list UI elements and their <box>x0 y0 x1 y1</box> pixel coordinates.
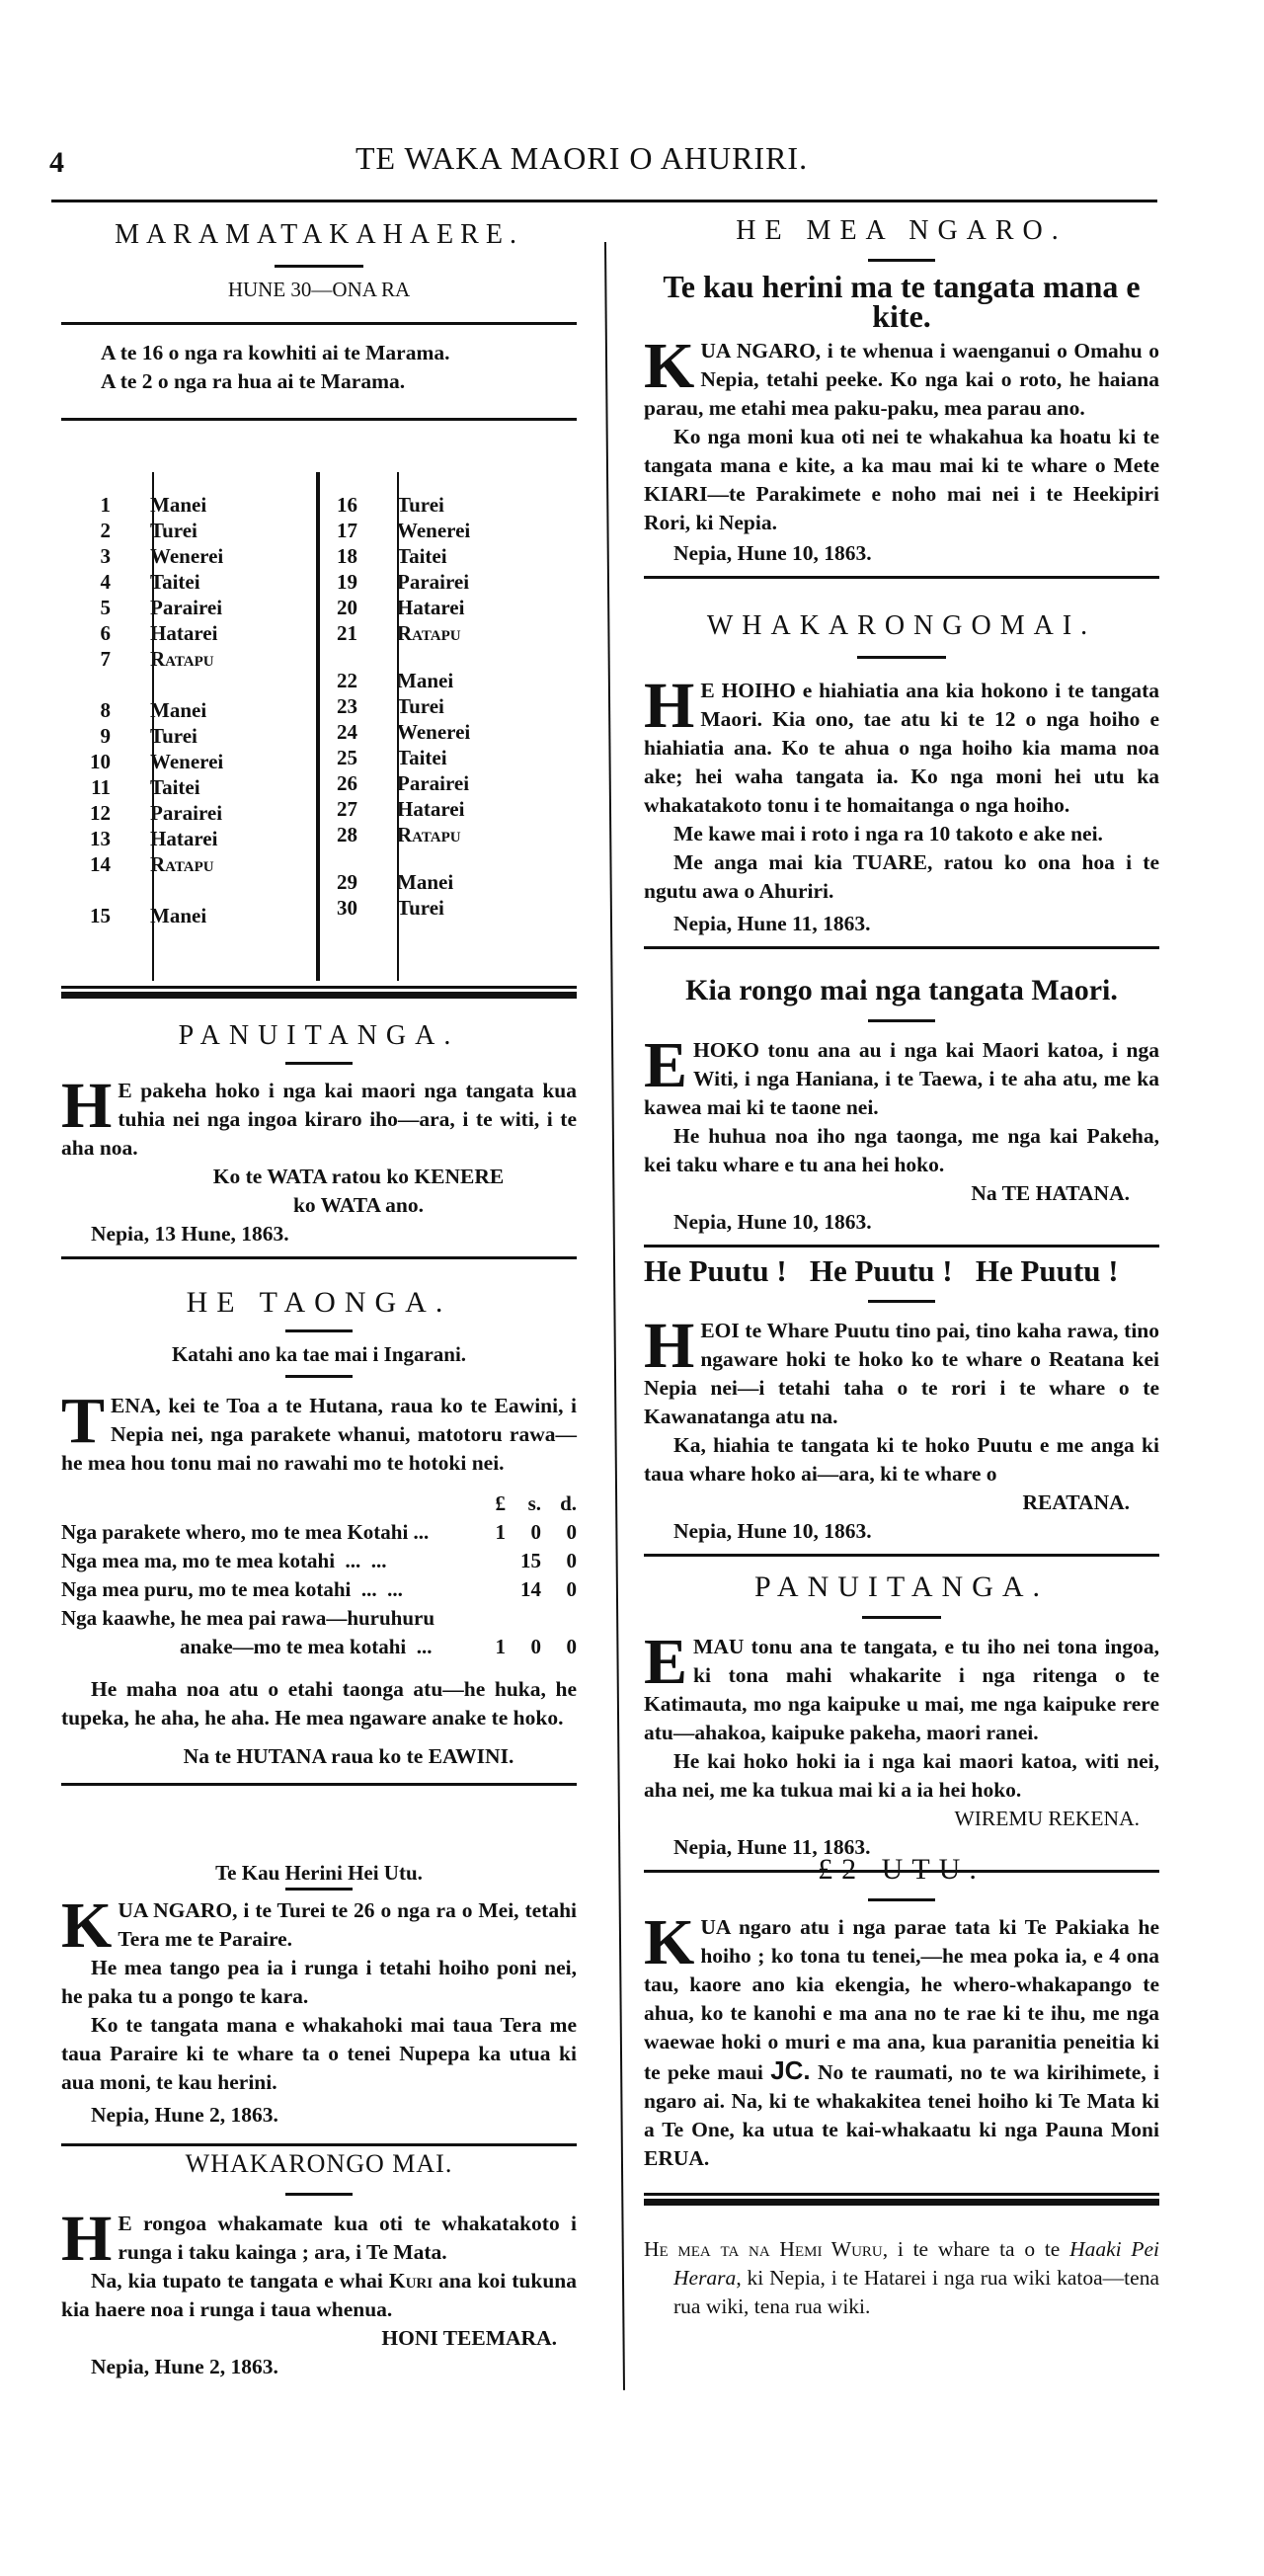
signature: HONI TEEMARA. <box>381 2326 557 2350</box>
dateline: Nepia, Hune 11, 1863. <box>673 1835 871 1859</box>
calendar-row <box>308 869 470 895</box>
calendar-table <box>61 472 575 986</box>
drop-cap: H <box>61 1070 113 1142</box>
text: EOI te Whare Puutu tino pai, tino kaha rawa, tino ngaware hoki te hoko ko te whare o Reatana kei Nepia nei—i tetahi taha o te rori i te whare o te Kawanatanga atu na. <box>644 1319 1159 1428</box>
text: Parairei <box>150 801 223 825</box>
text: Parairei <box>397 570 470 594</box>
text: Hatarei <box>397 797 465 821</box>
calendar-heading: MARAMATAKAHAERE. <box>115 219 523 250</box>
calendar-row <box>308 620 470 646</box>
text: Taitei <box>150 775 200 799</box>
price-row <box>61 1575 577 1604</box>
column-divider <box>604 242 625 2390</box>
text: E rongoa whakamate kua oti te whakatakoto i runga i taku kainga ; ara, i Te Mata. <box>118 2212 577 2264</box>
paragraph: Ko te tangata mana e whakahoki mai taua Tera me taua Paraire ki te whare ta o tenei Nupepa ka utua ki aua moni, te kau herini. <box>61 2013 577 2094</box>
header-rule <box>51 200 1157 202</box>
text: E pakeha hoko i nga kai maori nga tangata kua tuhia nei nga ingoa kiraro iho—ara, i te witi, i te aha noa. <box>61 1079 577 1160</box>
divider <box>868 1300 935 1303</box>
drop-cap: H <box>61 2203 113 2275</box>
text: No te raumati, no te wa kirihimete, i ngaro ai. Na, ki te whakakitea tenei hoiho ki Te Mata ki a Te One, ka utua te kai-whakaatu ki nga Pauna Moni ERUA. <box>644 2060 1159 2170</box>
section-heading: HE MEA NGARO. <box>736 215 1067 246</box>
text: ana koi tukuna kia haere noa i runga i taua whenua. <box>61 2269 578 2321</box>
text: Wenerei <box>150 750 224 773</box>
paragraph: He maha noa atu o etahi taonga atu—he huka, he tupeka, he aha, he aha. He mea ngaware anake te hoko. <box>61 1677 577 1730</box>
text: Turei <box>397 694 444 718</box>
divider <box>285 1888 353 1891</box>
dateline: Nepia, Hune 10, 1863. <box>673 541 872 565</box>
divider <box>285 1062 353 1065</box>
text: Ratapu <box>150 852 214 876</box>
calendar-row <box>308 895 470 921</box>
text: , i te whare ta o te <box>882 2237 1061 2261</box>
signature: Na TE HATANA. <box>971 1181 1130 1205</box>
calendar-row <box>308 569 470 595</box>
text: £ <box>495 1491 506 1515</box>
calendar-row <box>61 595 223 620</box>
calendar-row <box>61 774 223 800</box>
text: Manei <box>150 493 207 517</box>
text: 29 <box>337 870 357 894</box>
dateline: Nepia, 13 Hune, 1863. <box>91 1222 289 1246</box>
text: ENA, kei te Toa a te Hutana, raua ko te Eawini, i Nepia nei, nga parakete whanui, matotoru rawa—he mea hou tonu mai no rawahi mo te hotoki nei. <box>61 1394 577 1475</box>
calendar-row <box>308 770 470 796</box>
text: Parairei <box>150 596 223 619</box>
text: He mea ta na <box>644 2237 770 2261</box>
calendar-row <box>61 569 223 595</box>
text: Wenerei <box>150 544 224 568</box>
text: HOKO tonu ana au i nga kai Maori katoa, i nga Witi, i nga Haniana, i te Taewa, i te aha atu, me ka kawea mai ki te taone nei. <box>644 1038 1159 1119</box>
text: 0 <box>566 1520 577 1544</box>
paragraph: Me anga mai kia TUARE, ratou ko ona hoa i te ngutu awa o Ahuriri. <box>644 850 1159 903</box>
text: 14 <box>520 1577 541 1601</box>
section-heading: WHAKARONGO MAI. <box>185 2149 453 2178</box>
kau-herini-notice <box>61 1861 577 2146</box>
text: Turei <box>150 724 198 748</box>
divider <box>275 265 363 268</box>
text: Wenerei <box>397 519 471 542</box>
moon-note: A te 16 o nga ra kowhiti ai te Marama. <box>101 341 450 364</box>
text: Ratapu <box>150 647 214 671</box>
whakarongo-mai-notice <box>61 2149 577 2381</box>
dateline: Nepia, Hune 10, 1863. <box>673 1210 872 1234</box>
text: 28 <box>337 823 357 846</box>
drop-cap: T <box>61 1385 106 1457</box>
text: 9 <box>100 724 111 748</box>
divider <box>61 1256 577 1259</box>
text: s. <box>527 1491 541 1515</box>
text: , ki Nepia, i te Hatarei i nga rua wiki katoa—tena rua wiki, tena rua wiki. <box>673 2266 1159 2318</box>
calendar-row <box>61 800 223 826</box>
text: MAU tonu ana te tangata, e tu iho nei tona ingoa, ki tona mahi whakarite i nga ritenga o te Katimauta, mo nga kaipuke u mai, me nga kaipuke rere atu—ahakoa, kaipuke pakeha, maori ranei. <box>644 1635 1159 1744</box>
page-number: 4 <box>49 146 64 179</box>
double-rule <box>61 986 577 999</box>
text: E HOIHO e hiahiatia ana kia hokono i te tangata Maori. Kia ono, tae atu ki te 12 o nga hoiho e hiahiatia ana. Ko te ahua o nga hoiho kia mama noa ake; hei waha tangata ia. Ko nga moni hei utu ka whakatakoto tonu i te homaitanga o nga hoiho. <box>644 679 1159 817</box>
divider <box>868 1019 935 1022</box>
double-rule <box>644 2193 1159 2206</box>
text: 1 <box>495 1520 506 1544</box>
calendar-row <box>308 822 470 847</box>
calendar-subheading: HUNE 30—ONA RA <box>227 278 411 301</box>
text: 30 <box>337 896 357 920</box>
taonga-notice <box>61 1286 577 1786</box>
moon-note: A te 2 o nga ra hua ai te Marama. <box>101 369 406 393</box>
text: 25 <box>337 746 357 769</box>
text: Ratapu <box>397 823 461 846</box>
text: 8 <box>100 698 111 722</box>
divider <box>285 2193 353 2196</box>
signature: REATANA. <box>1022 1490 1130 1514</box>
text: Manei <box>150 904 207 927</box>
drop-cap: H <box>644 670 695 742</box>
text: 0 <box>530 1635 541 1658</box>
brand-mark: JC. <box>770 2055 811 2085</box>
text: Turei <box>150 519 198 542</box>
calendar-row <box>308 693 470 719</box>
divider <box>857 656 946 659</box>
notice-title: Te kau herini ma te tangata mana e kite. <box>663 269 1141 334</box>
text: 1 <box>100 493 111 517</box>
section-heading: WHAKARONGOMAI. <box>706 610 1097 641</box>
price-row <box>61 1547 577 1575</box>
price-row <box>61 1604 577 1633</box>
paragraph: He huhua noa iho nga taonga, me nga kai Pakeha, kei taku whare e tu ana hei hoko. <box>644 1124 1159 1176</box>
text: Turei <box>397 896 444 920</box>
signature: WIREMU REKENA. <box>954 1807 1140 1830</box>
text: Hemi Wuru <box>779 2237 883 2261</box>
text: Hatarei <box>150 827 218 850</box>
section-heading: PANUITANGA. <box>754 1570 1049 1603</box>
calendar-row <box>308 668 470 693</box>
calendar-row <box>308 518 470 543</box>
text: 17 <box>337 519 357 542</box>
imprint <box>644 2235 1159 2321</box>
calendar-row <box>308 595 470 620</box>
divider <box>644 1245 1159 1248</box>
calendar-row <box>308 543 470 569</box>
text: Turei <box>397 493 444 517</box>
text: Manei <box>397 870 454 894</box>
text: Nga mea ma, mo te mea kotahi ... ... <box>61 1549 387 1572</box>
panuitanga-customs-notice <box>644 1570 1159 1873</box>
calendar-row <box>61 492 223 518</box>
drop-cap: K <box>644 1906 695 1978</box>
text: 0 <box>530 1520 541 1544</box>
drop-cap: H <box>644 1310 695 1382</box>
calendar-right-half <box>308 492 470 921</box>
divider <box>868 1898 935 1901</box>
calendar-row <box>308 492 470 518</box>
calendar-row <box>61 697 223 723</box>
divider <box>61 1783 577 1786</box>
section-heading: He Puutu ! He Puutu ! He Puutu ! <box>644 1253 1119 1288</box>
text: Wenerei <box>397 720 471 744</box>
text: 0 <box>566 1577 577 1601</box>
paragraph: Ko nga moni kua oti nei te whakahua ka hoatu ki te tangata mana e kite, a ka mau mai ki te whare o Mete KIARI—te Parakimete e noho mai nei i te Heekipiri Rori, ki Nepia. <box>644 425 1159 534</box>
text: 20 <box>337 596 357 619</box>
divider <box>285 1375 353 1378</box>
text: Taitei <box>397 746 447 769</box>
text: Nga parakete whero, mo te mea Kotahi ... <box>61 1520 430 1544</box>
subheading: Katahi ano ka tae mai i Ingarani. <box>171 1342 467 1366</box>
calendar-row <box>61 851 223 877</box>
signature: Ko te WATA ratou ko KENERE <box>212 1165 505 1188</box>
text: Haaki Pei Herara <box>673 2237 1160 2290</box>
calendar-row <box>61 518 223 543</box>
price-list <box>61 1489 577 1661</box>
paragraph: Me kawe mai i roto i nga ra 10 takoto e ake nei. <box>673 822 1103 845</box>
text: 15 <box>90 904 111 927</box>
text: 1 <box>495 1635 506 1658</box>
moon-notes <box>61 339 577 396</box>
text: 10 <box>90 750 111 773</box>
paragraph: He kai hoko hoki ia i nga kai maori katoa, witi nei, aha nei, me ka tukua mai ki a ia hei hoko. <box>644 1749 1159 1802</box>
text: 22 <box>337 669 357 692</box>
calendar-header <box>61 219 577 421</box>
calendar-row <box>61 620 223 646</box>
divider <box>61 2143 577 2146</box>
text: 0 <box>566 1549 577 1572</box>
price-row <box>61 1633 577 1661</box>
panuitanga-notice <box>61 986 577 1259</box>
text: Nga kaawhe, he mea pai rawa—huruhuru <box>61 1606 435 1630</box>
text: Hatarei <box>397 596 465 619</box>
text: UA NGARO, i te whenua i waenganui o Omahu o Nepia, tetahi peeke. Ko nga kai o roto, he haiana parau, me etahi mea paku-paku, mea parau ano. <box>644 339 1159 420</box>
divider <box>644 1554 1159 1557</box>
text: Taitei <box>397 544 447 568</box>
calendar-row <box>308 796 470 822</box>
text: Kuri <box>388 2269 434 2293</box>
text: anake—mo te mea kotahi ... <box>180 1635 433 1658</box>
text: 16 <box>337 493 357 517</box>
text: 21 <box>337 621 357 645</box>
text: 18 <box>337 544 357 568</box>
text: Na, kia tupato te tangata e whai <box>91 2269 383 2293</box>
paragraph: Ka, hiahia te tangata ki te hoko Puutu e me anga ki taua whare hoko ai—ara, ki te whare o <box>644 1433 1159 1486</box>
text: 5 <box>100 596 111 619</box>
text: 12 <box>90 801 111 825</box>
calendar-row <box>61 543 223 569</box>
section-heading: £2 UTU. <box>818 1853 986 1886</box>
masthead-title: TE WAKA MAORI O AHURIRI. <box>356 140 809 176</box>
text: 26 <box>337 771 357 795</box>
puutu-notice <box>644 1253 1159 1557</box>
section-heading: HE TAONGA. <box>186 1286 452 1319</box>
text: 3 <box>100 544 111 568</box>
dateline: Nepia, Hune 2, 1863. <box>91 2103 278 2127</box>
text: 23 <box>337 694 357 718</box>
divider <box>61 322 577 325</box>
text: d. <box>560 1491 577 1515</box>
paragraph: He mea tango pea ia i runga i tetahi hoiho poni nei, he paka tu a pongo te kara. <box>61 1956 577 2008</box>
text: 13 <box>90 827 111 850</box>
divider <box>644 576 1159 579</box>
section-heading: PANUITANGA. <box>178 1020 460 1051</box>
text: UA ngaro atu i nga parae tata ki Te Pakiaka he hoiho ; ko tona tu tenei,—he mea poka ia, e 4 ona tau, kaore ano kia ekengia, he whero-whakapango te ahua, ko te kanohi e ma ana no te rae ki te ihu, me nga waewae hoki o muri e ma ana, kua paranitia peneitia ki te peke maui <box>644 1915 1159 2084</box>
text: 15 <box>520 1549 541 1572</box>
text: Manei <box>397 669 454 692</box>
calendar-row <box>61 826 223 851</box>
signature: Na te HUTANA raua ko te EAWINI. <box>183 1744 514 1768</box>
calendar-row <box>308 719 470 745</box>
text: 19 <box>337 570 357 594</box>
text: 2 <box>100 519 111 542</box>
text: 7 <box>100 647 111 671</box>
text: 27 <box>337 797 357 821</box>
text: UA NGARO, i te Turei te 26 o nga ra o Mei, tetahi Tera me te Paraire. <box>118 1898 577 1951</box>
divider <box>862 1616 941 1619</box>
dateline: Nepia, Hune 11, 1863. <box>673 912 871 935</box>
text: Ratapu <box>397 621 461 645</box>
divider <box>868 259 935 262</box>
text: 0 <box>566 1635 577 1658</box>
signature: ko WATA ano. <box>292 1193 425 1217</box>
utu-reward-notice <box>644 1853 1159 2321</box>
price-row <box>61 1518 577 1547</box>
drop-cap: K <box>61 1890 113 1962</box>
section-heading: Te Kau Herini Hei Utu. <box>215 1861 423 1885</box>
text: 14 <box>90 852 111 876</box>
section-heading: Kia rongo mai nga tangata Maori. <box>685 974 1118 1006</box>
calendar-row <box>61 723 223 749</box>
text: 24 <box>337 720 357 744</box>
calendar-row <box>308 745 470 770</box>
text <box>470 1575 506 1604</box>
text: Hatarei <box>150 621 218 645</box>
text <box>470 1547 506 1575</box>
drop-cap: E <box>644 1626 688 1698</box>
text: 11 <box>91 775 111 799</box>
dateline: Nepia, Hune 2, 1863. <box>91 2355 278 2378</box>
calendar-row <box>61 903 223 928</box>
whakarongomai-horses-notice <box>644 610 1159 949</box>
drop-cap: K <box>644 330 695 402</box>
text: Nga mea puru, mo te mea kotahi ... ... <box>61 1577 403 1601</box>
drop-cap: E <box>644 1029 688 1101</box>
mea-ngaro-notice <box>644 215 1159 579</box>
dateline: Nepia, Hune 10, 1863. <box>673 1519 872 1543</box>
calendar-row <box>61 646 223 672</box>
text: Taitei <box>150 570 200 594</box>
divider <box>285 1329 353 1332</box>
text: Manei <box>150 698 207 722</box>
text: 6 <box>100 621 111 645</box>
kia-rongo-notice <box>644 976 1159 1248</box>
text: Parairei <box>397 771 470 795</box>
calendar-left-half <box>61 492 223 928</box>
divider <box>61 418 577 421</box>
calendar-row <box>61 749 223 774</box>
text: 4 <box>100 570 111 594</box>
divider <box>644 946 1159 949</box>
